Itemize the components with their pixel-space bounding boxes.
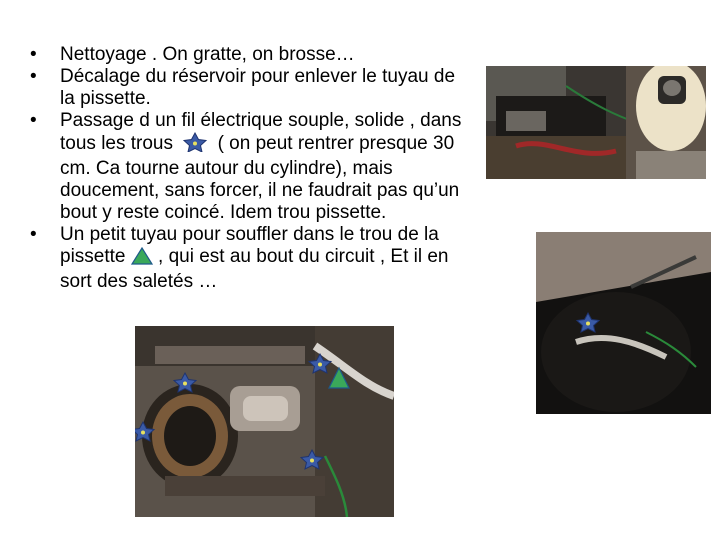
bullet-text: Décalage du réservoir pour enlever le tuyau de la pissette. xyxy=(60,66,456,109)
triangle-marker-icon xyxy=(131,247,153,271)
bullet-item xyxy=(30,224,470,293)
bullet-text-before: Passage d un fil électrique souple, solide , dans tous les trous xyxy=(60,110,462,154)
bullet-dot: • xyxy=(30,224,37,245)
bullet-item xyxy=(30,44,470,66)
bullet-item xyxy=(30,66,470,110)
bullet-text-after: ( on peut rentrer presque 30 cm. Ca tourne autour du cylindre), mais doucement, sans forcer, il ne faudrait pas qu’un bout y reste coincé. Idem trou pissette. xyxy=(60,133,460,223)
engine-photo-top xyxy=(486,66,706,179)
bullet-list xyxy=(30,44,470,293)
bullet-item xyxy=(30,110,470,224)
engine-photo-middle xyxy=(536,232,711,414)
bullet-text-before: Un petit tuyau pour souffler dans le trou de la pissette xyxy=(60,224,439,267)
bullet-dot: • xyxy=(30,44,37,65)
bullet-text: Nettoyage . On gratte, on brosse… xyxy=(60,44,355,65)
bullet-dot: • xyxy=(30,110,37,131)
bullet-text-after: , qui est au bout du circuit , Et il en sort des saletés … xyxy=(60,246,449,292)
star-marker-icon xyxy=(178,132,212,158)
engine-photo-bottom xyxy=(135,326,394,517)
bullet-dot: • xyxy=(30,66,37,87)
